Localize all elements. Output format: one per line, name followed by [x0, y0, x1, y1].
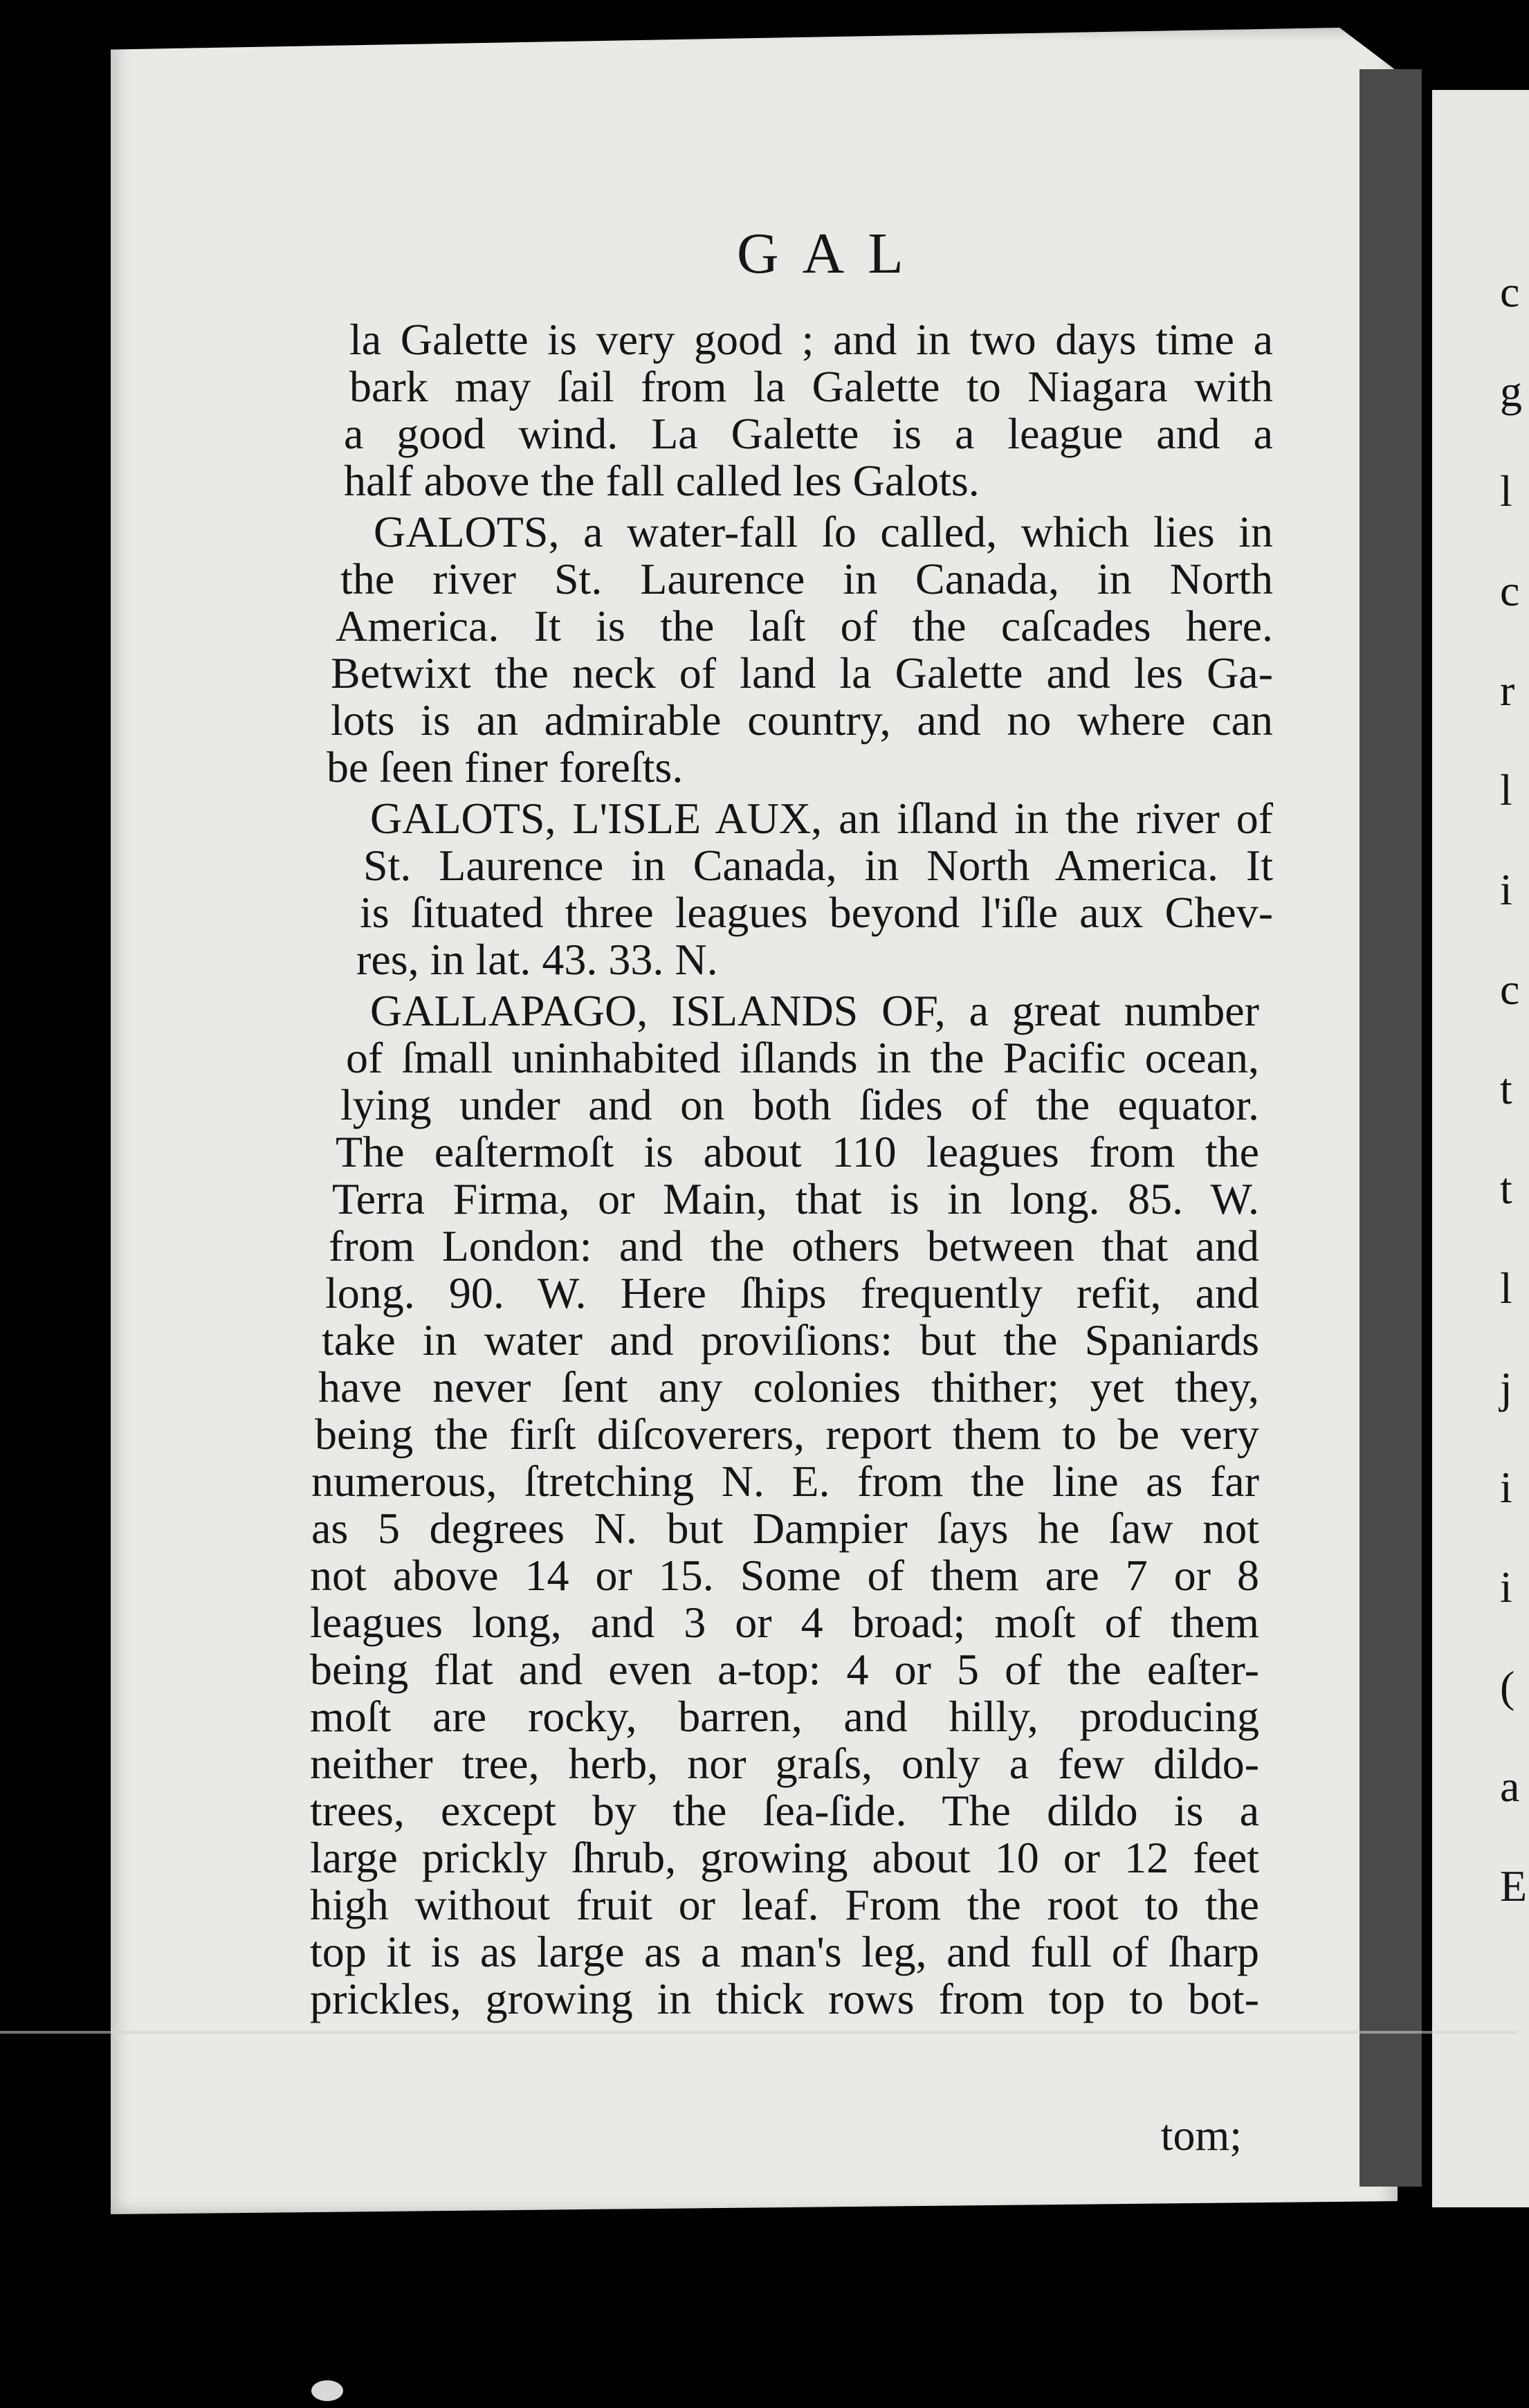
text-line: res, in lat. 43. 33. N. — [356, 935, 718, 984]
text-line: not above 14 or 15. Some of them are 7 or 8 — [310, 1551, 1259, 1600]
text-line: Betwixt the neck of land la Galette and les Ga- — [331, 648, 1273, 697]
text-line: long. 90. W. Here ſhips frequently refit, and — [325, 1268, 1259, 1317]
facing-page-letter: j — [1500, 1363, 1512, 1412]
facing-page-letter: c — [1500, 566, 1520, 615]
text-line: half above the fall called les Galots. — [344, 456, 980, 505]
text-line: GALOTS, L'ISLE AUX, an iſland in the river of — [370, 794, 1273, 843]
text-line: trees, except by the ſea-ſide. The dildo is a — [310, 1786, 1259, 1835]
text-line: Terra Firma, or Main, that is in long. 85. W. — [332, 1174, 1259, 1223]
text-line: a good wind. La Galette is a league and a — [344, 409, 1273, 458]
text-line: neither tree, herb, nor graſs, only a few dildo- — [310, 1739, 1259, 1788]
text-line: large prickly ſhrub, growing about 10 or 12 feet — [310, 1833, 1259, 1882]
facing-page-letter: t — [1500, 1164, 1512, 1213]
text-line: being flat and even a-top: 4 or 5 of the eaſter- — [310, 1645, 1259, 1694]
facing-page-letter: i — [1500, 865, 1512, 914]
text-line: la Galette is very good ; and in two days time a — [349, 315, 1273, 364]
text-line: moſt are rocky, barren, and hilly, producing — [310, 1692, 1259, 1741]
text-line: lots is an admirable country, and no where can — [331, 695, 1273, 745]
text-line: being the firſt diſcoverers, report them to be very — [315, 1410, 1259, 1459]
facing-page-letter: a — [1500, 1762, 1520, 1811]
scan-speck — [311, 2380, 343, 2401]
text-line: of ſmall uninhabited iſlands in the Pacific ocean, — [346, 1033, 1259, 1082]
facing-page-letter: c — [1500, 267, 1520, 316]
text-line: lying under and on both ſides of the equator. — [340, 1080, 1259, 1129]
facing-page-letter: t — [1500, 1064, 1512, 1113]
catchword: tom; — [1160, 2110, 1242, 2160]
text-line: America. It is the laſt of the caſcades here. — [336, 601, 1273, 650]
facing-page-letter: l — [1500, 1264, 1512, 1313]
facing-page-letter: i — [1500, 1562, 1512, 1612]
text-line: have never ſent any colonies thither; yet they, — [318, 1362, 1259, 1412]
text-line: take in water and proviſions: but the Spaniards — [322, 1315, 1259, 1365]
text-line: St. Laurence in Canada, in North America. It — [363, 841, 1273, 890]
text-line: be ſeen finer foreſts. — [327, 742, 684, 792]
facing-page-letter: ( — [1500, 1662, 1515, 1711]
facing-page-edge-text — [1500, 242, 1527, 1936]
text-line: from London: and the others between that and — [329, 1221, 1259, 1270]
facing-page-letter: E — [1500, 1861, 1528, 1910]
facing-page-letter: c — [1500, 965, 1520, 1014]
text-line: high without fruit or leaf. From the root to the — [310, 1880, 1259, 1929]
facing-page-letter: g — [1500, 367, 1522, 416]
text-line: is ſituated three leagues beyond l'iſle aux Chev- — [360, 888, 1273, 937]
text-line: as 5 degrees N. but Dampier ſays he ſaw not — [311, 1504, 1259, 1553]
text-line: leagues long, and 3 or 4 broad; moſt of them — [310, 1598, 1259, 1647]
scan-streak — [0, 2031, 1517, 2034]
text-line: the river St. Laurence in Canada, in North — [340, 554, 1273, 603]
text-line: The eaſtermoſt is about 110 leagues from the — [336, 1127, 1259, 1176]
text-line: bark may ſail from la Galette to Niagara with — [349, 362, 1273, 411]
text-line: numerous, ſtretching N. E. from the line as far — [311, 1457, 1259, 1506]
facing-page-letter: i — [1500, 1463, 1512, 1512]
facing-page-letter: l — [1500, 466, 1512, 516]
text-line: prickles, growing in thick rows from top to bot- — [310, 1974, 1259, 2023]
facing-page-letter: r — [1500, 666, 1515, 715]
text-line: GALOTS, a water-fall ſo called, which lies in — [374, 507, 1273, 556]
text-line: GALLAPAGO, ISLANDS OF, a great number — [370, 986, 1259, 1035]
text-line: top it is as large as a man's leg, and full of ſharp — [310, 1927, 1259, 1976]
facing-page-letter: l — [1500, 765, 1512, 814]
running-head: GAL — [737, 221, 927, 286]
book-gutter — [1359, 69, 1422, 2187]
